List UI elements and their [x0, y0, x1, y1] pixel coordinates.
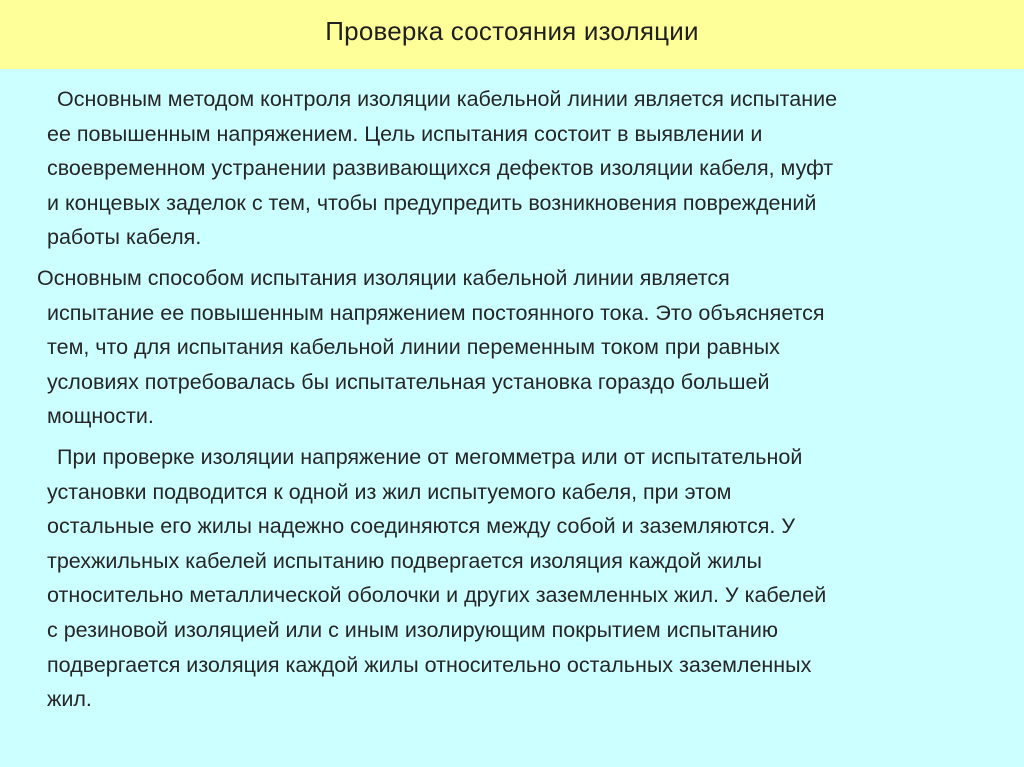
paragraph-line: испытание ее повышенным напряжением постоянного тока. Это объясняется — [47, 300, 825, 325]
paragraph-line: остальные его жилы надежно соединяются между собой и заземляются. У — [47, 514, 796, 539]
paragraph-line: мощности. — [47, 404, 154, 429]
paragraph-line: Основным методом контроля изоляции кабельной линии является испытание — [57, 87, 838, 111]
paragraph-line: своевременном устранении развивающихся дефектов изоляции кабеля, муфт — [47, 156, 834, 181]
paragraph-line: При проверке изоляции напряжение от мегомметра или от испытательной — [57, 445, 803, 469]
paragraph-line: тем, что для испытания кабельной линии переменным током при равных — [47, 335, 780, 360]
paragraph-line: с резиновой изоляцией или с иным изолирующим покрытием испытанию — [47, 617, 779, 642]
paragraph-line: условиях потребовалась бы испытательная установка гораздо большей — [47, 369, 770, 394]
paragraph-line: ее повышенным напряжением. Цель испытания состоит в выявлении и — [47, 121, 763, 146]
slide-title: Проверка состояния изоляции — [325, 16, 699, 46]
paragraph-3 — [47, 440, 1007, 717]
paragraph-line: Основным способом испытания изоляции кабельной линии является — [37, 266, 730, 290]
paragraph-line: относительно металлической оболочки и других заземленных жил. У кабелей — [47, 583, 827, 608]
paragraph-line: установки подводится к одной из жил испытуемого кабеля, при этом — [47, 479, 732, 504]
paragraph-line: подвергается изоляция каждой жилы относительно остальных заземленных — [47, 652, 812, 677]
title-bar — [0, 0, 1024, 69]
paragraph-line: жил. — [47, 687, 92, 712]
paragraph-line: и концевых заделок с тем, чтобы предупредить возникновения повреждений — [47, 190, 817, 215]
paragraph-line: трехжильных кабелей испытанию подвергается изоляция каждой жилы — [47, 548, 762, 573]
paragraph-1 — [47, 82, 1007, 255]
paragraph-2 — [37, 261, 1007, 434]
paragraph-line: работы кабеля. — [47, 225, 202, 250]
